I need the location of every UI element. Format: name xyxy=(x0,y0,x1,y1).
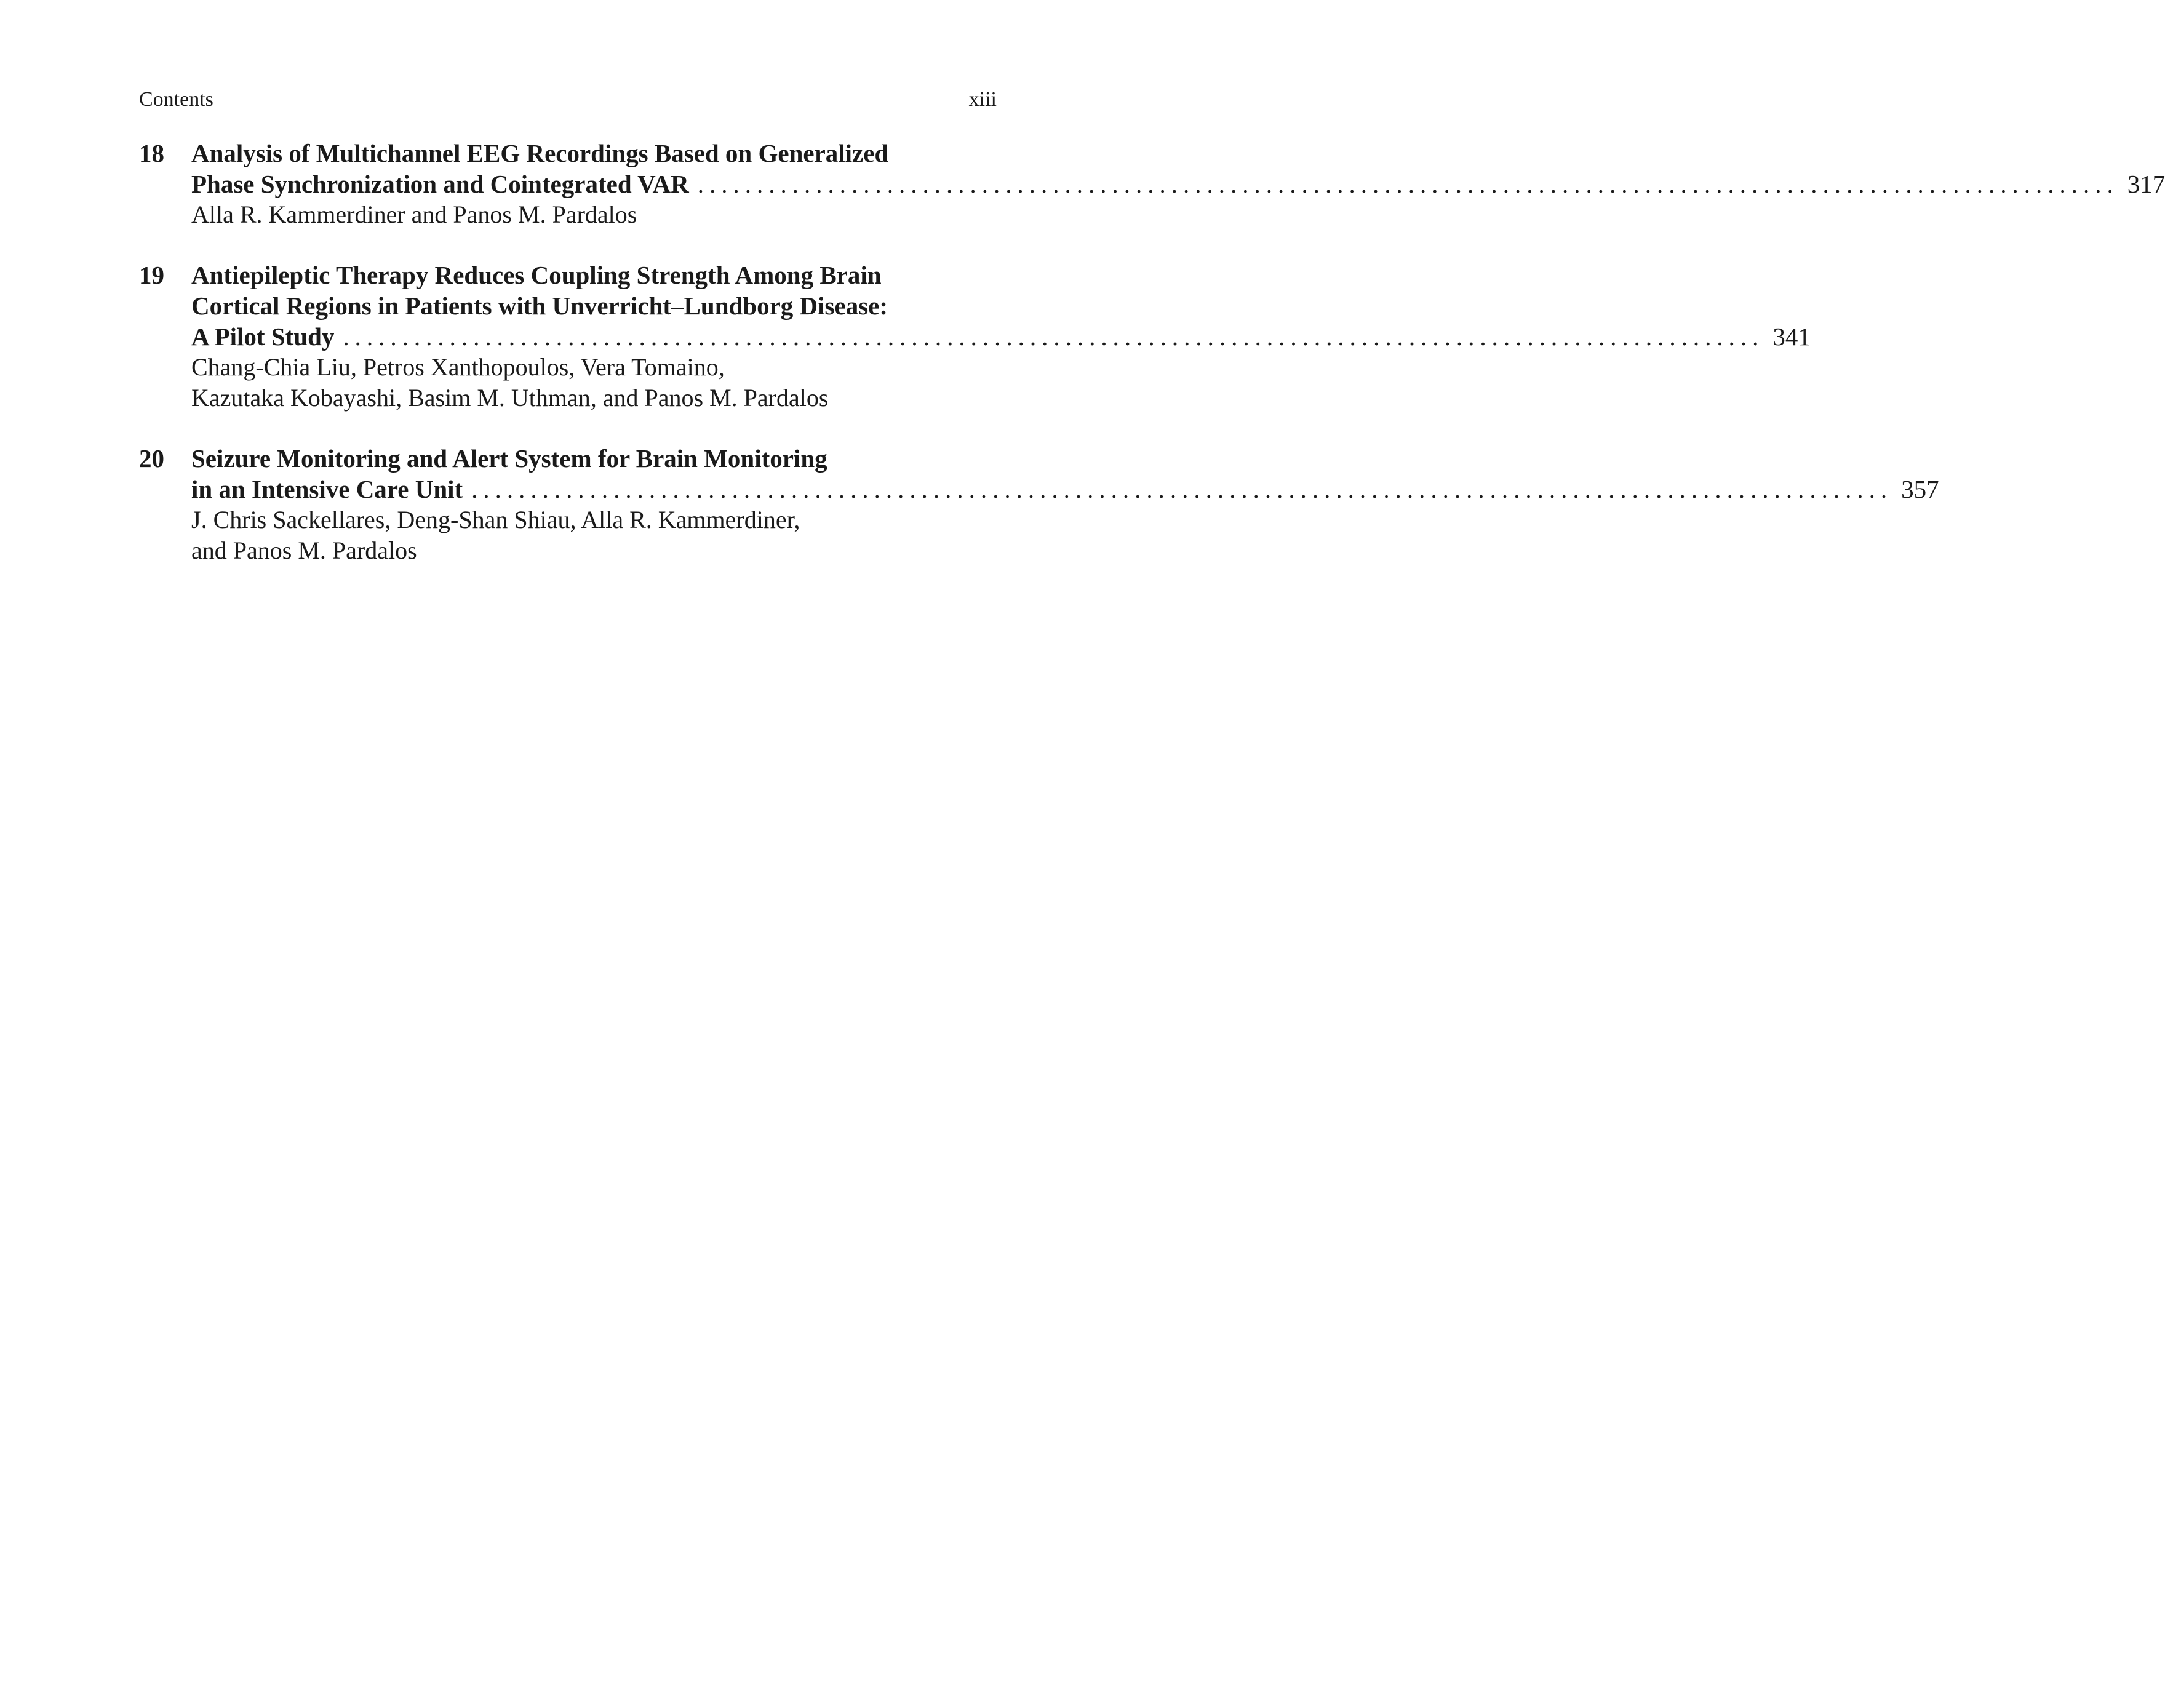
toc-entry-19[interactable] xyxy=(139,260,1811,413)
dot-leader: ........................................................................................................................ xyxy=(471,475,1893,503)
table-of-contents xyxy=(139,138,2165,596)
chapter-number: 18 xyxy=(139,139,164,167)
chapter-title-line: Cortical Regions in Patients with Unverricht–Lundborg Disease: xyxy=(191,292,888,320)
toc-entry-18[interactable] xyxy=(139,138,2165,230)
chapter-authors-line: Chang-Chia Liu, Petros Xanthopoulos, Vera Tomaino, xyxy=(191,353,725,381)
chapter-page-number: 341 xyxy=(1772,322,1811,351)
chapter-title-line: Seizure Monitoring and Alert System for Brain Monitoring xyxy=(191,444,827,473)
running-head-title: Contents xyxy=(139,88,213,111)
chapter-page-number: 317 xyxy=(2127,170,2165,198)
entry-body xyxy=(191,443,1939,566)
chapter-number: 19 xyxy=(139,261,164,289)
dot-leader: ........................................................................................................................ xyxy=(343,322,1764,351)
chapter-number: 20 xyxy=(139,444,164,473)
chapter-title-line: A Pilot Study xyxy=(191,322,335,351)
chapter-title-last-line xyxy=(191,474,1939,505)
chapter-authors-line: Kazutaka Kobayashi, Basim M. Uthman, and Panos M. Pardalos xyxy=(191,384,829,412)
chapter-title-line: in an Intensive Care Unit xyxy=(191,475,463,503)
dot-leader: ........................................................................................................................ xyxy=(697,170,2119,198)
entry-body xyxy=(191,260,1811,413)
chapter-title-last-line xyxy=(191,321,1811,352)
running-head xyxy=(139,86,997,113)
entry-body xyxy=(191,138,2165,230)
chapter-title-line: Phase Synchronization and Cointegrated VAR xyxy=(191,170,689,198)
chapter-authors-line: and Panos M. Pardalos xyxy=(191,537,417,564)
chapter-authors-line: Alla R. Kammerdiner and Panos M. Pardalos xyxy=(191,201,637,228)
chapter-title-last-line xyxy=(191,169,2165,199)
chapter-title-line: Antiepileptic Therapy Reduces Coupling Strength Among Brain xyxy=(191,261,882,289)
chapter-page-number: 357 xyxy=(1901,475,1939,503)
toc-entry-20[interactable] xyxy=(139,443,1939,566)
running-head-page-number: xiii xyxy=(968,88,997,111)
chapter-authors-line: J. Chris Sackellares, Deng-Shan Shiau, Alla R. Kammerdiner, xyxy=(191,506,800,533)
chapter-title-line: Analysis of Multichannel EEG Recordings Based on Generalized xyxy=(191,139,889,167)
